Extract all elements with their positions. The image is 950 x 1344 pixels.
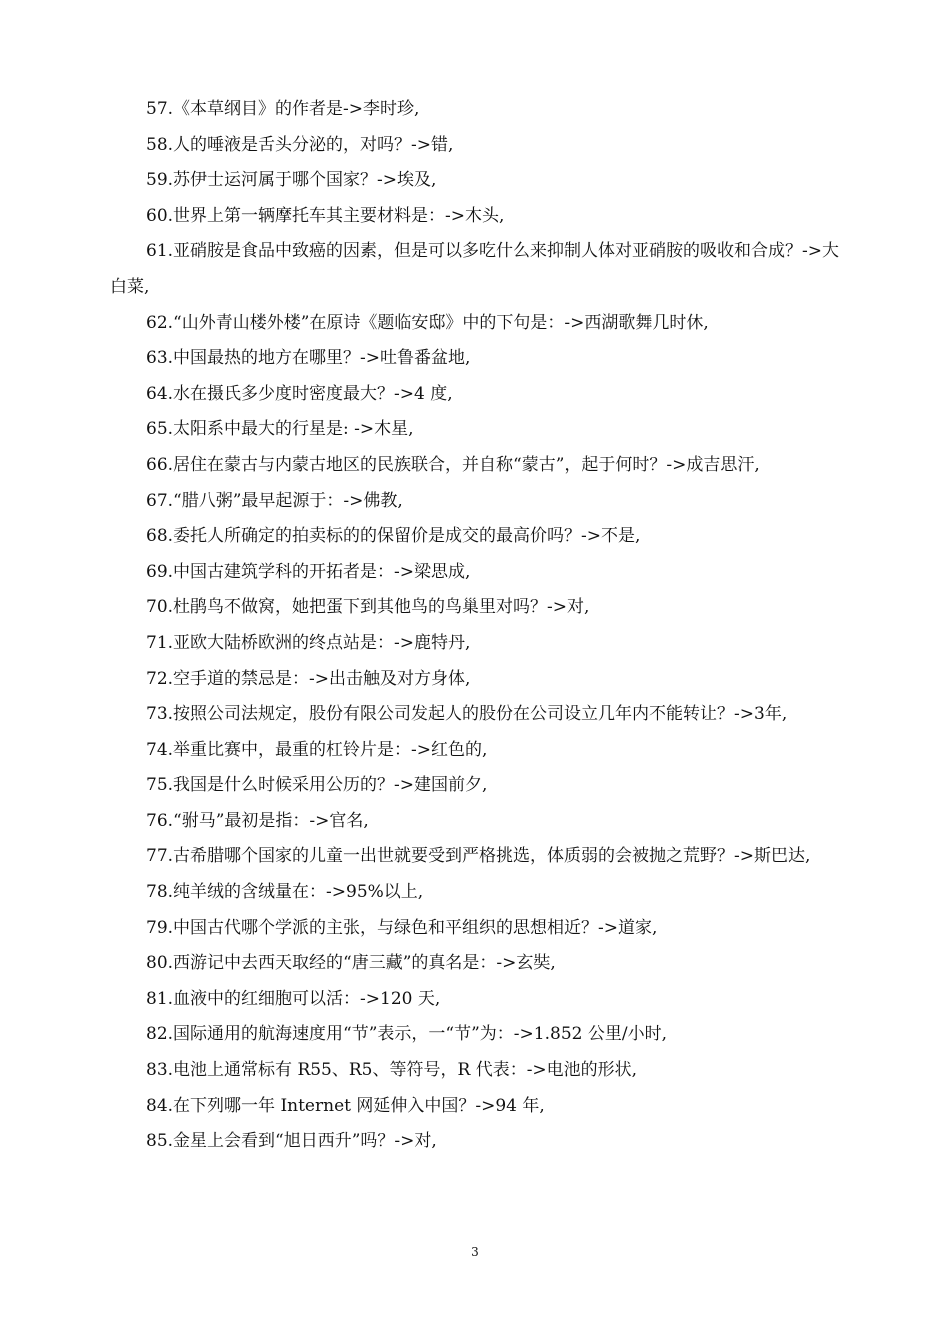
qa-item-80: 80.西游记中去西天取经的“唐三藏”的真名是：->玄奘,: [146, 953, 556, 974]
qa-list: [110, 92, 845, 1160]
qa-item-71: 71.亚欧大陆桥欧洲的终点站是：->鹿特丹,: [146, 632, 471, 653]
qa-item-70: 70.杜鹃鸟不做窝，她把蛋下到其他鸟的鸟巢里对吗？->对,: [146, 597, 590, 618]
qa-item-82: 82.国际通用的航海速度用“节”表示，一“节”为：->1.852 公里/小时,: [146, 1024, 667, 1045]
qa-item-58: 58.人的唾液是舌头分泌的，对吗？->错,: [146, 134, 454, 155]
qa-item-57: 57.《本草纲目》的作者是->李时珍,: [146, 99, 420, 119]
qa-item-81: 81.血液中的红细胞可以活：->120 天,: [146, 988, 441, 1009]
qa-item-73: 73.按照公司法规定，股份有限公司发起人的股份在公司设立几年内不能转让？->3年,: [146, 704, 788, 725]
qa-item-65: 65.太阳系中最大的行星是: ->木星,: [146, 419, 414, 440]
qa-item-69: 69.中国古建筑学科的开拓者是：->梁思成,: [146, 561, 471, 582]
page-number: 3: [471, 1245, 479, 1259]
qa-item-62: 62.“山外青山楼外楼”在原诗《题临安邸》中的下句是：->西湖歌舞几时休,: [146, 312, 709, 333]
qa-item-59: 59.苏伊士运河属于哪个国家？->埃及,: [146, 170, 437, 191]
qa-item-79: 79.中国古代哪个学派的主张，与绿色和平组织的思想相近？->道家,: [146, 917, 658, 938]
qa-item-74: 74.举重比赛中，最重的杠铃片是：->红色的,: [146, 739, 488, 760]
qa-item-67: 67.“腊八粥”最早起源于：->佛教,: [146, 490, 403, 511]
qa-item-68: 68.委托人所确定的拍卖标的的保留价是成交的最高价吗？->不是,: [146, 526, 641, 547]
qa-item-64: 64.水在摄氏多少度时密度最大？->4 度,: [146, 383, 453, 404]
qa-item-84: 84.在下列哪一年 Internet 网延伸入中国？->94 年,: [146, 1095, 545, 1116]
qa-item-75: 75.我国是什么时候采用公历的？->建国前夕,: [146, 775, 488, 796]
qa-item-85: 85.金星上会看到“旭日西升”吗？->对,: [146, 1131, 437, 1152]
qa-item-78: 78.纯羊绒的含绒量在：->95%以上,: [146, 882, 424, 903]
qa-item-66: 66.居住在蒙古与内蒙古地区的民族联合，并自称“蒙古”，起于何时？->成吉思汗,: [146, 454, 760, 475]
qa-item-83: 83.电池上通常标有 R55、R5、等符号，R 代表：->电池的形状,: [146, 1060, 638, 1081]
qa-item-77: 77.古希腊哪个国家的儿童一出世就要受到严格挑选，体质弱的会被抛之荒野？->斯巴达,: [146, 846, 811, 867]
qa-item-72: 72.空手道的禁忌是：->出击触及对方身体,: [146, 668, 471, 689]
qa-item-76: 76.“驸马”最初是指：->官名,: [146, 810, 369, 831]
qa-item-61: 61.亚硝胺是食品中致癌的因素，但是可以多吃什么来抑制人体对亚硝胺的吸收和合成？->大白菜,: [110, 241, 840, 297]
qa-item-63: 63.中国最热的地方在哪里？->吐鲁番盆地,: [146, 348, 471, 369]
qa-item-60: 60.世界上第一辆摩托车其主要材料是：->木头,: [146, 205, 505, 226]
